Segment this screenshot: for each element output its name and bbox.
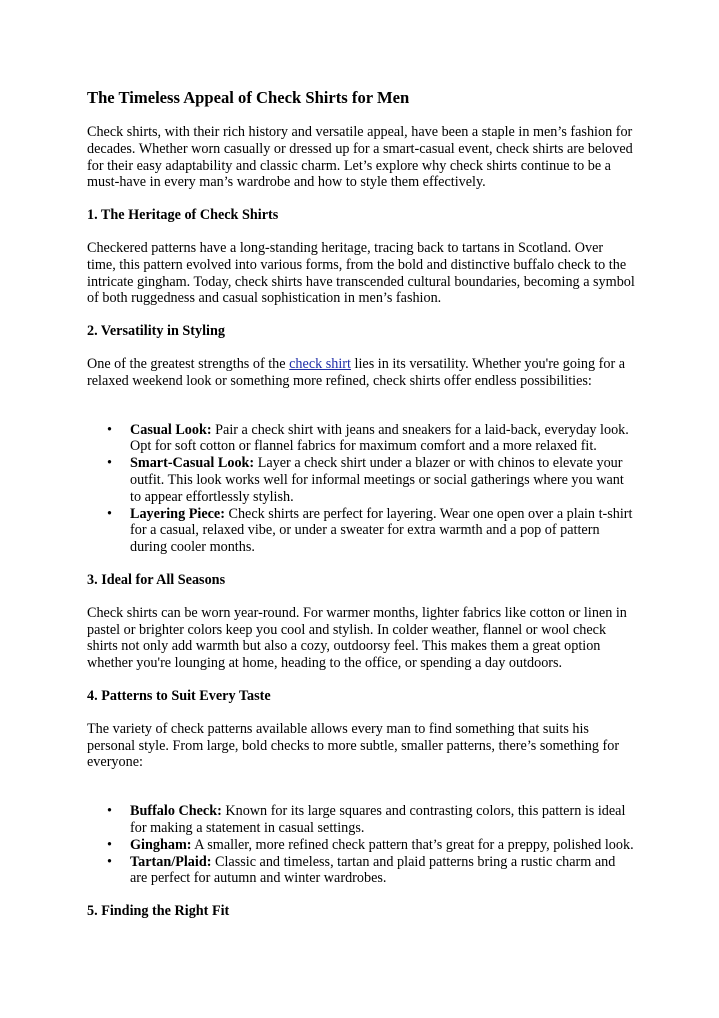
list-item-text: A smaller, more refined check pattern that’s great for a preppy, polished look. xyxy=(191,836,634,853)
patterns-list xyxy=(87,787,635,887)
versatility-text-before: One of the greatest strengths of the xyxy=(87,355,290,372)
list-item-text: Classic and timeless, tartan and plaid patterns bring a rustic charm and are perfect for autumn and winter wardrobes. xyxy=(130,853,616,887)
versatility-paragraph xyxy=(87,356,635,390)
section-heading-fit: 5. Finding the Right Fit xyxy=(87,903,230,920)
list-item-text: Known for its large squares and contrasting colors, this pattern is ideal for making a statement in casual settings. xyxy=(130,803,626,836)
heritage-paragraph: Checkered patterns have a long-standing heritage, tracing back to tartans in Scotland. Over time, this pattern evolved into various forms, from the bold and distinctive buffalo check to the intricate gingham. Today, check shirts have transcended cultural boundaries, becoming a symbol of both ruggedness and casual sophistication in men’s fashion. xyxy=(87,239,635,307)
list-item-text: Layer a check shirt under a blazer or with chinos to elevate your outfit. This look works well for informal meetings or social gatherings where you want to appear effortlessly stylish. xyxy=(130,455,624,505)
intro-paragraph: Check shirts, with their rich history and versatile appeal, have been a staple in men’s fashion for decades. Whether worn casually or dressed up for a smart-casual event, check shirts are beloved for their easy adaptability and classic charm. Let’s explore why check shirts continue to be a must-have in every man’s wardrobe and how to style them effectively. xyxy=(87,124,633,191)
list-item-text: Check shirts are perfect for layering. Wear one open over a plain t-shirt for a casual, relaxed vibe, or under a sweater for extra warmth and a pop of pattern during cooler months. xyxy=(130,505,633,556)
check-shirt-link[interactable]: check shirt xyxy=(289,355,351,372)
list-item xyxy=(87,506,635,556)
versatility-text-after: lies in its versatility. Whether you're going for a relaxed weekend look or something more refined, check shirts offer endless possibilities: xyxy=(87,355,626,389)
list-item xyxy=(87,854,635,888)
list-item-term: Gingham: xyxy=(130,836,192,853)
article-title: The Timeless Appeal of Check Shirts for Men xyxy=(87,88,410,107)
section-heading-versatility: 2. Versatility in Styling xyxy=(87,323,225,340)
list-item xyxy=(87,455,635,505)
styling-list xyxy=(87,406,635,556)
list-item xyxy=(87,803,635,837)
section-heading-heritage: 1. The Heritage of Check Shirts xyxy=(87,207,279,224)
list-item xyxy=(87,837,635,854)
list-item-term: Layering Piece: xyxy=(130,505,225,522)
article-body xyxy=(87,88,635,936)
list-item-term: Buffalo Check: xyxy=(130,803,222,820)
list-item-term: Tartan/Plaid: xyxy=(130,853,212,870)
patterns-paragraph: The variety of check patterns available allows every man to find something that suits his personal style. From large, bold checks to more subtle, smaller patterns, there’s something for everyone: xyxy=(87,720,620,771)
section-heading-seasons: 3. Ideal for All Seasons xyxy=(87,571,226,588)
list-item-term: Casual Look: xyxy=(130,421,212,438)
list-item xyxy=(87,422,635,456)
section-heading-patterns: 4. Patterns to Suit Every Taste xyxy=(87,687,271,704)
list-item-text: Pair a check shirt with jeans and sneakers for a laid-back, everyday look. Opt for soft cotton or flannel fabrics for maximum comfort and a more relaxed fit. xyxy=(130,421,629,455)
list-item-term: Smart-Casual Look: xyxy=(130,455,255,472)
seasons-paragraph: Check shirts can be worn year-round. For warmer months, lighter fabrics like cotton or linen in pastel or brighter colors keep you cool and stylish. In colder weather, flannel or wool check shirts not only add warmth but also a cozy, outdoorsy feel. This makes them a great option whether you're lounging at home, heading to the office, or spending a day outdoors. xyxy=(87,604,627,672)
